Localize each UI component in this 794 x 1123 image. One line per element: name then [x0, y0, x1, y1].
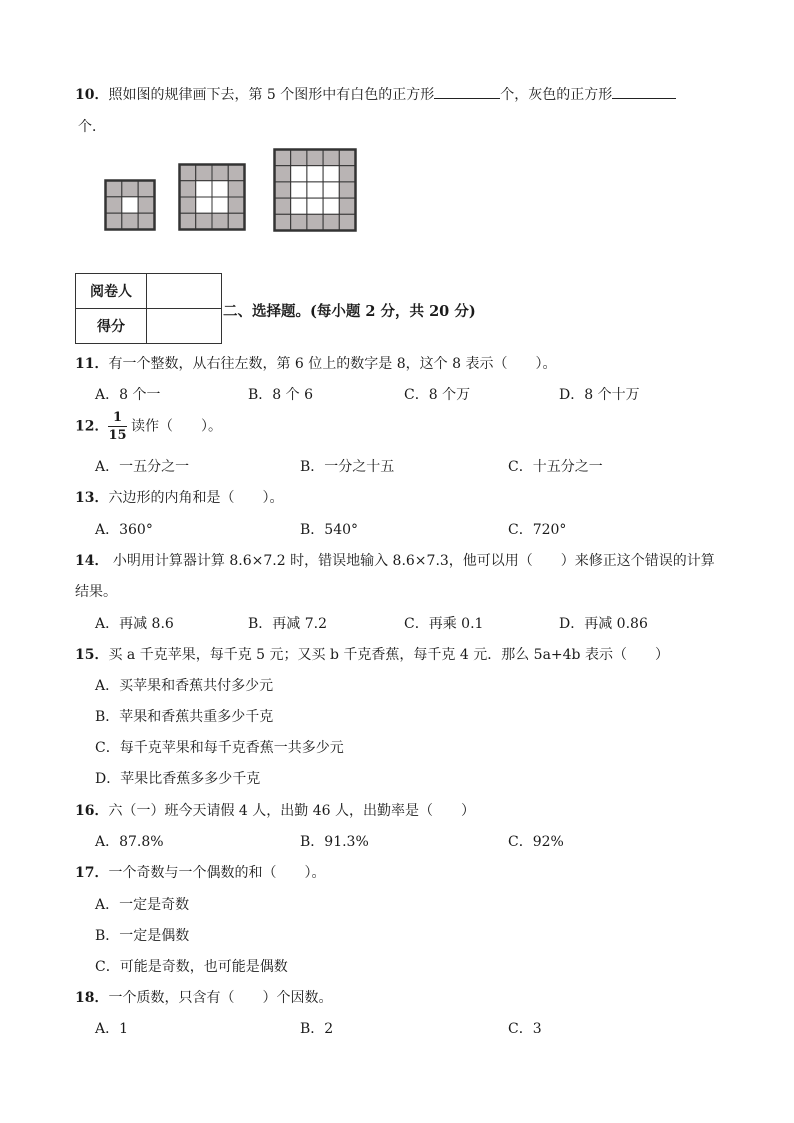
gray-square — [275, 166, 291, 182]
gray-square — [275, 198, 291, 214]
gray-square — [323, 150, 339, 166]
gray-square — [275, 150, 291, 166]
white-square — [307, 166, 323, 182]
white-square — [212, 197, 228, 213]
gray-square — [228, 213, 244, 229]
answer-blank-gray[interactable] — [612, 86, 676, 99]
white-square — [323, 198, 339, 214]
question-text: 六（一）班今天请假 4 人，出勤 46 人，出勤率是（ ） — [108, 803, 476, 819]
gray-square — [307, 150, 323, 166]
white-square — [307, 182, 323, 198]
question-16 — [75, 800, 475, 820]
pattern-figure-2 — [178, 163, 246, 231]
option-a[interactable]: A．87.8% — [95, 834, 164, 850]
answer-blank-white[interactable] — [434, 86, 500, 99]
fraction-numerator: 1 — [108, 411, 126, 427]
option-c[interactable]: C．92% — [508, 834, 564, 850]
fraction — [108, 411, 126, 442]
section-title: 二、选择题。(每小题 2 分，共 20 分) — [223, 303, 476, 320]
gray-square — [106, 181, 122, 197]
question-number: 15． — [75, 647, 109, 663]
question-number: 16． — [75, 803, 109, 819]
question-number: 17． — [75, 865, 109, 881]
gray-square — [339, 198, 355, 214]
white-square — [291, 166, 307, 182]
gray-square — [212, 165, 228, 181]
question-text-continued: 个． — [78, 119, 106, 135]
question-text-continued: 结果。 — [75, 584, 117, 600]
gray-square — [307, 214, 323, 230]
gray-square — [339, 150, 355, 166]
gray-square — [180, 213, 196, 229]
gray-square — [323, 214, 339, 230]
option-a[interactable]: A．再减 8.6 — [95, 616, 174, 632]
gray-square — [339, 214, 355, 230]
question-text: 买 a 千克苹果，每千克 5 元；又买 b 千克香蕉，每千克 4 元．那么 5a+4b 表示（ ） — [108, 647, 669, 663]
gray-square — [106, 213, 122, 229]
question-13 — [75, 487, 283, 507]
gray-square — [138, 197, 154, 213]
gray-square — [275, 214, 291, 230]
score-cell[interactable] — [147, 309, 222, 344]
gray-square — [180, 181, 196, 197]
gray-square — [339, 182, 355, 198]
gray-square — [196, 165, 212, 181]
gray-square — [228, 197, 244, 213]
pattern-figure-3 — [273, 148, 357, 232]
option-d[interactable]: D．苹果比香蕉多多少千克 — [95, 771, 261, 787]
grader-label: 阅卷人 — [76, 274, 147, 309]
option-c[interactable]: C．8 个万 — [404, 387, 471, 403]
grader-cell[interactable] — [147, 274, 222, 309]
option-a[interactable]: A．买苹果和香蕉共付多少元 — [95, 678, 274, 694]
gray-square — [291, 214, 307, 230]
gray-square — [228, 165, 244, 181]
gray-square — [122, 213, 138, 229]
question-text: 有一个整数，从右往左数，第 6 位上的数字是 8，这个 8 表示（ ）。 — [108, 356, 557, 372]
gray-square — [275, 182, 291, 198]
question-15 — [75, 644, 669, 664]
question-text: 照如图的规律画下去，第 5 个图形中有白色的正方形 — [108, 87, 435, 103]
score-label: 得分 — [76, 309, 147, 344]
white-square — [307, 198, 323, 214]
option-c[interactable]: C．720° — [508, 522, 567, 538]
question-text: 个，灰色的正方形 — [500, 87, 613, 103]
question-number: 12． — [75, 418, 109, 435]
question-number: 11． — [75, 356, 109, 372]
question-12 — [75, 411, 222, 442]
question-text: 小明用计算器计算 8.6×7.2 时，错误地输入 8.6×7.3，他可以用（ ）来修正这个错误的计算 — [108, 553, 715, 569]
gray-square — [138, 181, 154, 197]
option-c[interactable]: C．再乘 0.1 — [404, 616, 484, 632]
white-square — [212, 181, 228, 197]
option-b[interactable]: B．91.3% — [300, 834, 369, 850]
gray-square — [339, 166, 355, 182]
question-number: 14． — [75, 553, 109, 569]
question-17 — [75, 862, 325, 882]
option-c[interactable]: C．可能是奇数，也可能是偶数 — [95, 959, 288, 975]
question-text: 一个质数，只含有（ ）个因数。 — [108, 990, 333, 1006]
white-square — [291, 182, 307, 198]
option-a[interactable]: A．一定是奇数 — [95, 897, 190, 913]
pattern-figure-1 — [104, 179, 156, 231]
option-c[interactable]: C．十五分之一 — [508, 459, 603, 475]
question-text: 读作（ ）。 — [131, 418, 223, 435]
question-text: 六边形的内角和是（ ）。 — [108, 490, 284, 506]
option-b[interactable]: B．苹果和香蕉共重多少千克 — [95, 709, 274, 725]
option-c[interactable]: C．每千克苹果和每千克香蕉一共多少元 — [95, 740, 344, 756]
white-square — [323, 182, 339, 198]
question-18 — [75, 987, 332, 1007]
option-d[interactable]: D．再减 0.86 — [559, 616, 648, 632]
question-number: 18． — [75, 990, 109, 1006]
question-number: 10． — [75, 87, 109, 103]
gray-square — [196, 213, 212, 229]
white-square — [291, 198, 307, 214]
gray-square — [106, 197, 122, 213]
white-square — [196, 197, 212, 213]
gray-square — [228, 181, 244, 197]
option-b[interactable]: B．再减 7.2 — [248, 616, 328, 632]
option-b[interactable]: B．一分之十五 — [300, 459, 395, 475]
question-10 — [75, 84, 676, 104]
question-number: 13． — [75, 490, 109, 506]
option-a[interactable]: A．一五分之一 — [95, 459, 190, 475]
grader-table — [75, 273, 222, 344]
option-b[interactable]: B．一定是偶数 — [95, 928, 190, 944]
white-square — [196, 181, 212, 197]
gray-square — [180, 165, 196, 181]
option-d[interactable]: D．8 个十万 — [559, 387, 640, 403]
option-a[interactable]: A．360° — [95, 522, 153, 538]
gray-square — [291, 150, 307, 166]
fraction-denominator: 15 — [108, 428, 127, 443]
option-b[interactable]: B．540° — [300, 522, 359, 538]
question-11 — [75, 353, 556, 373]
gray-square — [212, 213, 228, 229]
option-b[interactable]: B．2 — [300, 1021, 334, 1037]
white-square — [323, 166, 339, 182]
gray-square — [138, 213, 154, 229]
question-14 — [75, 550, 715, 570]
option-a[interactable]: A．1 — [95, 1021, 129, 1037]
white-square — [122, 197, 138, 213]
question-text: 一个奇数与一个偶数的和（ ）。 — [108, 865, 326, 881]
option-a[interactable]: A．8 个一 — [95, 387, 161, 403]
gray-square — [180, 197, 196, 213]
option-c[interactable]: C．3 — [508, 1021, 542, 1037]
gray-square — [122, 181, 138, 197]
option-b[interactable]: B．8 个 6 — [248, 387, 314, 403]
